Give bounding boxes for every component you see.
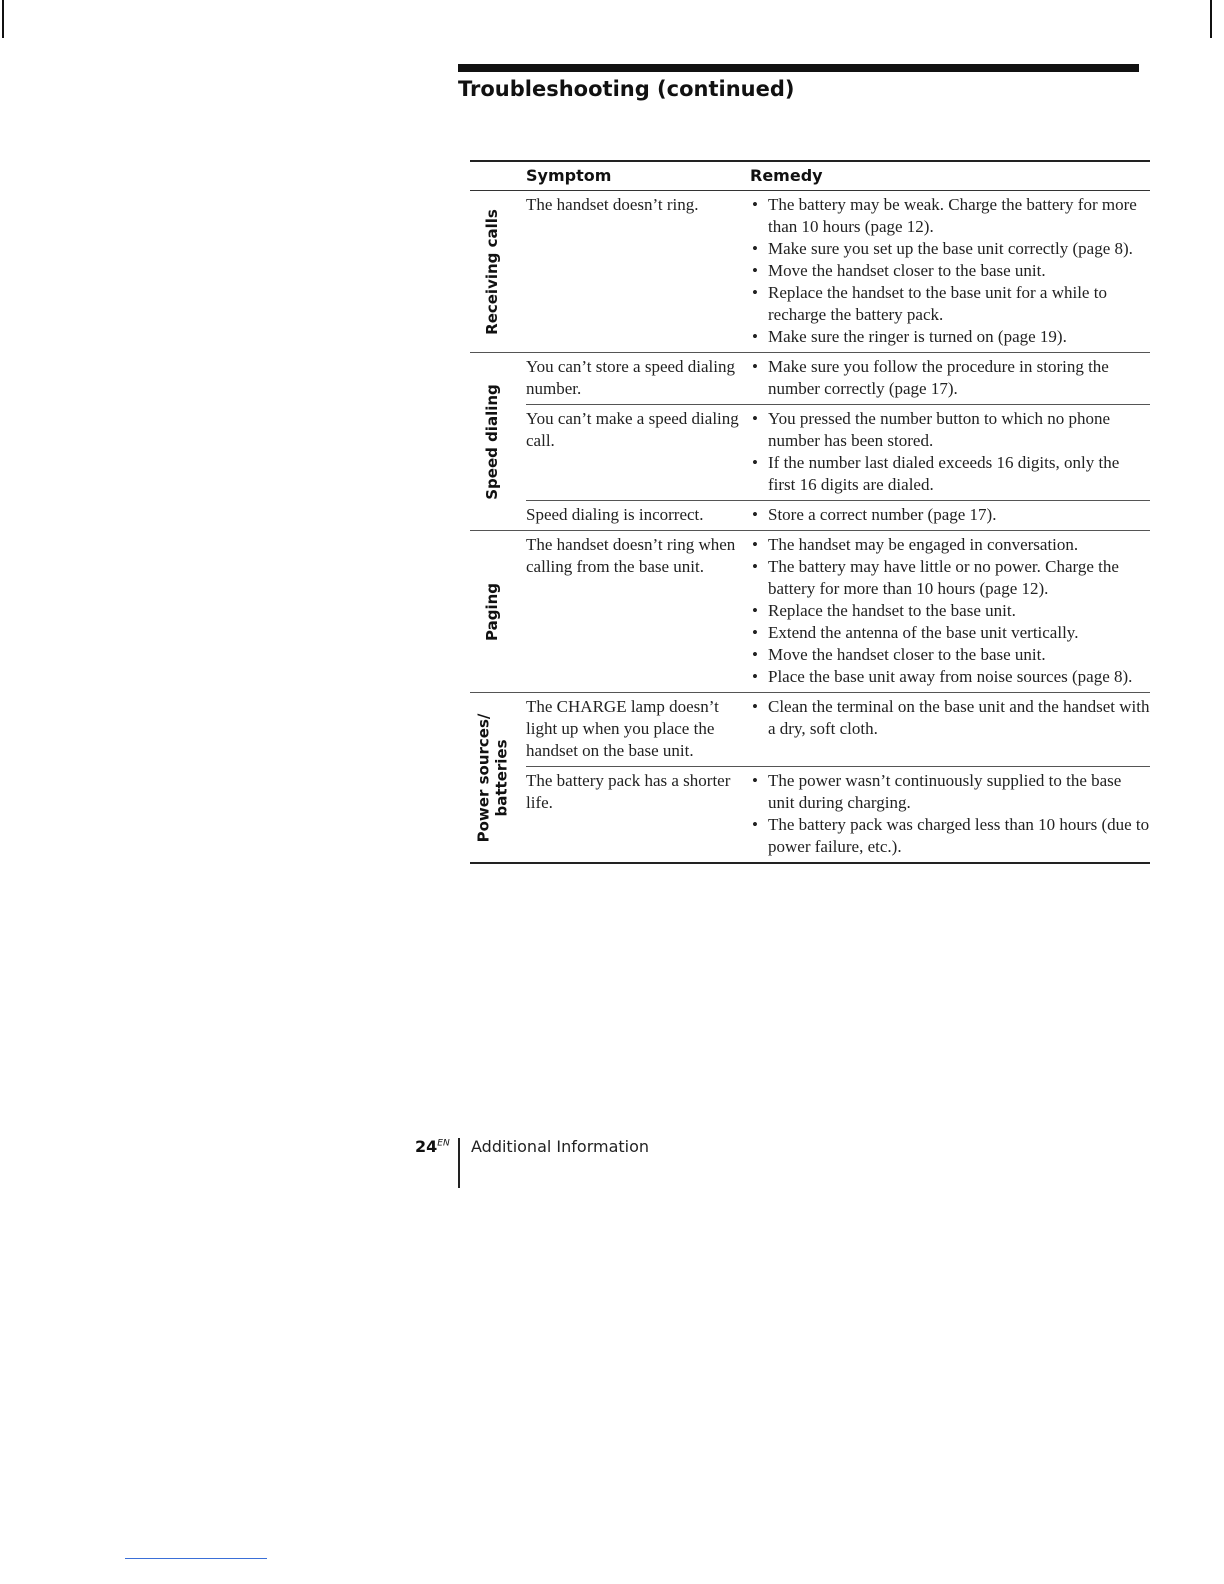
bullet-icon: • (752, 771, 758, 790)
remedy-item (750, 326, 1150, 348)
remedy-text: The handset may be engaged in conversation. (768, 535, 1079, 554)
category-label-text (483, 209, 501, 335)
category-label-line: Paging (483, 582, 502, 641)
table-row (526, 500, 1150, 530)
category-rows (526, 531, 1150, 692)
remedy-item (750, 600, 1150, 622)
symptom-cell: Speed dialing is incorrect. (526, 505, 704, 524)
remedy-item (750, 238, 1150, 260)
remedy-text: The battery may be weak. Charge the battery for more than 10 hours (page 12). (768, 195, 1137, 236)
category-group (470, 191, 1150, 353)
category-label (470, 191, 514, 352)
table-header (470, 162, 1150, 191)
remedy-item (750, 666, 1150, 688)
table-body (470, 191, 1150, 862)
remedy-text: Place the base unit away from noise sources (page 8). (768, 667, 1133, 686)
category-label (470, 693, 514, 862)
remedy-text: Make sure the ringer is turned on (page 19). (768, 327, 1067, 346)
category-label (470, 531, 514, 692)
remedy-item (750, 534, 1150, 556)
remedy-list (750, 194, 1150, 348)
category-group (470, 531, 1150, 693)
category-group (470, 693, 1150, 862)
bullet-icon: • (752, 239, 758, 258)
table-row (526, 191, 1150, 352)
remedy-text: The battery may have little or no power. Charge the battery for more than 10 hours (page 12). (768, 557, 1119, 598)
table-row (526, 693, 1150, 766)
remedy-text: You pressed the number button to which no phone number has been stored. (768, 409, 1111, 450)
footer-divider (458, 1138, 460, 1188)
bullet-icon: • (752, 453, 758, 472)
remedy-list (750, 356, 1150, 400)
remedy-text: Make sure you follow the procedure in storing the number correctly (page 17). (768, 357, 1109, 398)
category-rows (526, 353, 1150, 530)
bullet-icon: • (752, 327, 758, 346)
bullet-icon: • (752, 697, 758, 716)
remedy-item (750, 282, 1150, 326)
category-label-text (483, 384, 501, 500)
category-label-text (483, 582, 501, 640)
remedy-text: The battery pack was charged less than 10 hours (due to power failure, etc.). (768, 815, 1150, 856)
bottom-underline (125, 1558, 267, 1559)
page-title: Troubleshooting (continued) (458, 77, 795, 101)
remedy-item (750, 504, 1150, 526)
header-rule (458, 64, 1139, 72)
remedy-text: Extend the antenna of the base unit vertically. (768, 623, 1079, 642)
remedy-item (750, 194, 1150, 238)
category-rows (526, 191, 1150, 352)
remedy-text: Make sure you set up the base unit correctly (page 8). (768, 239, 1133, 258)
remedy-list (750, 504, 1150, 526)
remedy-column-header: Remedy (750, 166, 823, 185)
table-row (526, 353, 1150, 404)
category-label-line: Power sources/ (474, 713, 493, 842)
remedy-item (750, 260, 1150, 282)
bullet-icon: • (752, 261, 758, 280)
bullet-icon: • (752, 645, 758, 664)
bullet-icon: • (752, 195, 758, 214)
remedy-item (750, 644, 1150, 666)
table-row (526, 766, 1150, 862)
remedy-list (750, 534, 1150, 688)
table-row (526, 404, 1150, 500)
symptom-cell: The handset doesn’t ring when calling from the base unit. (526, 535, 736, 576)
category-label-line: Receiving calls (483, 208, 501, 335)
category-label-text (474, 713, 510, 842)
symptom-cell: The handset doesn’t ring. (526, 195, 699, 214)
bullet-icon: • (752, 357, 758, 376)
symptom-cell: The battery pack has a shorter life. (526, 771, 731, 812)
remedy-list (750, 770, 1150, 858)
remedy-text: If the number last dialed exceeds 16 digits, only the first 16 digits are dialed. (768, 453, 1120, 494)
remedy-item (750, 452, 1150, 496)
remedy-text: Store a correct number (page 17). (768, 505, 997, 524)
bullet-icon: • (752, 815, 758, 834)
remedy-item (750, 622, 1150, 644)
remedy-text: Move the handset closer to the base unit. (768, 645, 1046, 664)
symptom-cell: The CHARGE lamp doesn’t light up when you place the handset on the base unit. (526, 697, 719, 760)
remedy-item (750, 696, 1150, 740)
symptom-column-header: Symptom (526, 166, 612, 185)
category-label-line: Speed dialing (483, 383, 502, 500)
remedy-item (750, 770, 1150, 814)
remedy-text: Move the handset closer to the base unit. (768, 261, 1046, 280)
category-label (470, 353, 514, 530)
remedy-item (750, 408, 1150, 452)
bullet-icon: • (752, 505, 758, 524)
remedy-text: Replace the handset to the base unit. (768, 601, 1016, 620)
troubleshooting-table (470, 160, 1150, 864)
bullet-icon: • (752, 535, 758, 554)
remedy-item (750, 356, 1150, 400)
footer-section-title: Additional Information (471, 1137, 650, 1156)
bullet-icon: • (752, 667, 758, 686)
bullet-icon: • (752, 601, 758, 620)
bullet-icon: • (752, 283, 758, 302)
remedy-list (750, 696, 1150, 762)
category-label-line: batteries (492, 738, 511, 817)
table-row (526, 531, 1150, 692)
remedy-list (750, 408, 1150, 496)
category-group (470, 353, 1150, 531)
remedy-item (750, 814, 1150, 858)
bullet-icon: • (752, 409, 758, 428)
bullet-icon: • (752, 623, 758, 642)
remedy-text: The power wasn’t continuously supplied to the base unit during charging. (768, 771, 1122, 812)
bullet-icon: • (752, 557, 758, 576)
symptom-cell: You can’t make a speed dialing call. (526, 409, 739, 450)
remedy-text: Clean the terminal on the base unit and the handset with a dry, soft cloth. (768, 697, 1150, 738)
remedy-item (750, 556, 1150, 600)
right-edge-mark (1210, 0, 1212, 38)
category-rows (526, 693, 1150, 862)
page-number: $24^{EN}$ (415, 1137, 450, 1156)
category-column-header (470, 162, 526, 190)
symptom-cell: You can’t store a speed dialing number. (526, 357, 736, 398)
remedy-text: Replace the handset to the base unit for a while to recharge the battery pack. (768, 283, 1107, 324)
left-edge-mark (2, 0, 4, 38)
